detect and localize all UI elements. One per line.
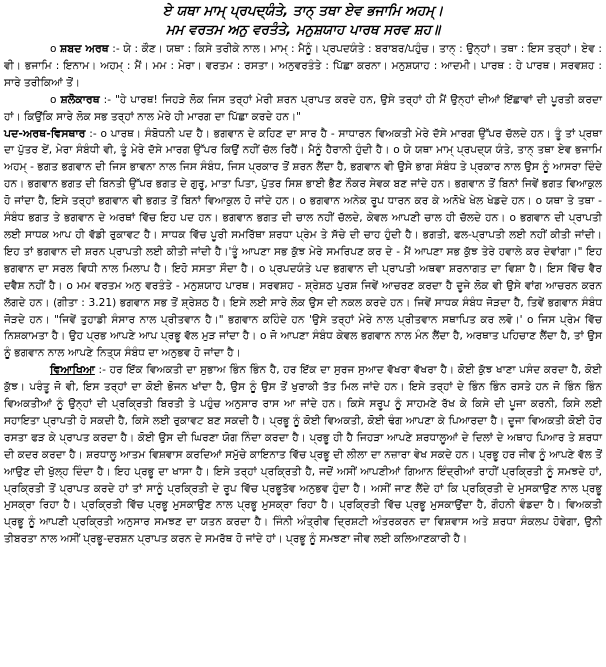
viakhia-text: :- ਹਰ ਇੱਕ ਵਿਅਕਤੀ ਦਾ ਸੁਭਾਅ ਭਿੰਨ ਭਿੰਨ ਹੈ, ਹਰ ਇੱਕ ਦਾ ਸੁਰਜ ਸੁਆਦ ਵੱਖਰਾ ਵੱਖਰਾ ਹੈ। ਕੋਈ ਕੁੱਝ ਖਾਣਾ ਪਸੰਦ ਕਰਦਾ ਹੈ, ਕੋਈ ਕੁੱਝ। ਪਰੰਤੂ ਜੋ ਵੀ, ਇਸ ਤਰ੍ਹਾਂ ਦਾ ਕੋਈ ਭੋਜਨ ਖਾਂਦਾ ਹੈ, ਉਸ ਨੂੰ ਉਸ ਤੋਂ ਖੁਰਾਕੀ ਤੱਤ ਮਿਲ ਜਾਂਦੇ ਹਨ। ਇਸੇ ਤਰ੍ਹਾਂ ਦੇ ਭਿੰਨ ਭਿੰਨ ਰਸਤੇ ਹਨ ਜੋ ਭਿੰਨ ਭਿੰਨ ਵਿਅਕਤੀਆਂ ਨੂੰ ਉਨ੍ਹਾਂ ਦੀ ਪ੍ਰਕ੍ਰਿਤੀ ਬਿਰਤੀ ਤੇ ਪਹੁੰਚ ਅਨੁਸਾਰ ਰਾਸ ਆ ਜਾਂਦੇ ਹਨ। ਕਿਸੇ ਸਰੂਪ ਨੂੰ ਸਾਹਮਣੇ ਰੱਖ ਕੇ ਕਿਸੇ ਦੀ ਪੂਜਾ ਕਰਨੀ, ਕਿਸੇ ਲਈ ਸਹਾਇਤਾ ਪ੍ਰਾਪਤੀ ਹੋ ਸਕਦੀ ਹੈ, ਕਿਸੇ ਲਈ ਰੁਕਾਵਟ ਬਣ ਸਕਦੀ ਹੈ। ਪ੍ਰਭੂ ਨੂੰ ਕੋਈ ਵਿਅਕਤੀ, ਕੋਈ ਢੰਗ ਆਪਣਾ ਕੇ ਪਿਆਰਦਾ ਹੈ। ਦੂਜਾ ਵਿਅਕਤੀ ਕੋਈ ਹੋਰ ਰਸਤਾ ਫੜ ਕੇ ਪ੍ਰਾਪਤ ਕਰਦਾ ਹੈ। ਕੋਈ ਉਸ ਦੀ ਘਿਰਣਾ ਯੋਗ ਨਿੰਦਾ ਕਰਦਾ ਹੈ। ਪ੍ਰਭੂ ਹੀ ਹੈ ਜਿਹੜਾ ਆਪਣੇ ਸ਼ਰਧਾਲੂਆਂ ਦੇ ਦਿਲਾਂ ਦੇ ਅਥਾਹ ਪਿਆਰ ਤੇ ਸ਼ਰਧਾ ਦੀ ਕਦਰ ਕਰਦਾ ਹੈ। ਸ਼ਰਧਾਲੂ ਆਤਮ ਵਿਸ਼ਵਾਸ ਕਰਦਿਆਂ ਸਮੁੱਚੇ ਕਾਇਨਾਤ ਵਿੱਚ ਪ੍ਰਭੂ ਦੀ ਲੀਲਾ ਦਾ ਨਜ਼ਾਰਾ ਵੇਖ ਸਕਦੇ ਹਨ। ਪ੍ਰਭੂ ਹਰ ਜੀਵ ਨੂੰ ਆਪਣੇ ਵੱਲ ਤੋਂ ਆਉਣ ਦੀ ਖੁੱਲ੍ਹ ਦਿੰਦਾ ਹੈ। ਇਹ ਪ੍ਰਭੂ ਦਾ ਖਾਸਾ ਹੈ। ਇਸੇ ਤਰ੍ਹਾਂ ਪ੍ਰਕ੍ਰਿਤੀ ਹੈ, ਜਦੋਂ ਅਸੀਂ ਆਪਣੀਆਂ ਗਿਆਨ ਇੰਦ੍ਰੀਆਂ ਰਾਹੀਂ ਪ੍ਰਕ੍ਰਿਤੀ ਨੂੰ ਸਮਝਦੇ ਹਾਂ, ਪ੍ਰਕ੍ਰਿਤੀ ਤੋਂ ਪ੍ਰਾਪਤ ਕਰਦੇ ਹਾਂ ਤਾਂ ਸਾਨੂੰ ਪ੍ਰਕ੍ਰਿਤੀ ਦੇ ਰੂਪ ਵਿੱਚ ਪ੍ਰਭੂਤੱਵ ਅਨੁਭਵ ਹੁੰਦਾ ਹੈ। ਅਸੀਂ ਜਾਣ ਲੈਂਦੇ ਹਾਂ ਕਿ ਪ੍ਰਕ੍ਰਿਤੀ ਦੇ ਮੁਸਕਾਉਣ ਨਾਲ ਪ੍ਰਭੂ ਮੁਸਕ੍ਰਾ ਰਿਹਾ ਹੈ। ਪ੍ਰਕ੍ਰਿਤੀ ਵਿੱਚ ਪ੍ਰਭੂ ਮੁਸਕਾਉਣ ਨਾਲ ਪ੍ਰਭੂ ਮੁਸਕ੍ਰਾ ਰਿਹਾ ਹੈ। ਪ੍ਰਕ੍ਰਿਤੀ ਵਿੱਚ ਪ੍ਰਭੂ ਮੁਸਕਾਉਂਦਾ ਹੈ, ਗੌਹਨੀ ਵੰਡਦਾ ਹੈ। ਵਿਅਕਤੀ ਪ੍ਰਭੂ ਨੂੰ ਆਪਣੀ ਪ੍ਰਕ੍ਰਿਤੀ ਅਨੁਸਾਰ ਸਮਝਣ ਦਾ ਯਤਨ ਕਰਦਾ ਹੈ। ਜਿੰਨੀ ਅੰਤ੍ਰੀਵ ਦ੍ਰਿਸ਼ਟੀ ਅੰਤਰਕਰਨ ਦਾ ਵਿਸ਼ਵਾਸ ਅਤੇ ਸ਼ਰਧਾ ਸੰਕਲਪ ਹੋਵੇਗਾ, ਉਨੀ ਤੀਬਰਤਾ ਨਾਲ ਅਸੀਂ ਪ੍ਰਭੂ-ਦਰਸ਼ਨ ਪ੍ਰਾਪਤ ਕਰਨ ਦੇ ਸਮਰੱਥ ਹੋ ਜਾਂਦੇ ਹਾਂ। ਪ੍ਰਭੂ ਨੂੰ ਸਮਝਣਾ ਜੀਵ ਲਈ ਕਲਿਆਣਕਾਰੀ ਹੈ। (4, 364, 602, 546)
pad-arth-heading: ਪਦ-ਅਰਥ-ਵਿਸਥਾਰ (4, 126, 86, 140)
viakhia-section (4, 362, 602, 548)
bullet: o (50, 93, 57, 106)
shabad-arth-heading: ਸ਼ਬਦ ਅਰਥ (60, 42, 109, 55)
shabad-arth-text: :- ਯੇ : ਕੌਣ। ਯਥਾ : ਕਿਸੇ ਤਰੀਕੇ ਨਾਲ। ਮਾਮ੍ : ਮੈਨੂੰ। ਪ੍ਰਪਦਯੰਤੇ : ਬਰਾਬਰ/ਪਹੁੰਚ। ਤਾਨ੍ : ਉਨ੍ਹਾਂ। ਤਥਾ : ਇਸ ਤਰ੍ਹਾਂ। ਏਵ : ਵੀ। ਭਜਾਮਿ : ਇਨਾਮ। ਅਹਮ੍ : ਮੈਂ। ਮਮ : ਮੇਰਾ। ਵਰਤਮ : ਰਸਤਾ। ਅਨੁਵਰਤੰਤੇ : ਪਿੱਛਾ ਕਰਨਾ। ਮਨੁਸ਼ਯਾਹ : ਆਦਮੀ। ਪਾਰਥ : ਹੇ ਪਾਰਥ। ਸਰਵਸ਼ਹ : ਸਾਰੇ ਤਰੀਕਿਆਂ ਤੋਂ। (4, 43, 602, 89)
verse-line-2: ਮਮ ਵਰਤਮ ਅਨੁ ਵਰਤੰਤੇ, ਮਨੁਸ਼ਯਾਹ ਪਾਰਥ ਸਰਵ ਸ਼ਹ॥ (165, 22, 441, 38)
viakhia-heading: ਵਿਆਖਿਆ (50, 363, 95, 377)
pad-arth-text: :- o ਪਾਰਥ। ਸੰਬੋਧਨੀ ਪਦ ਹੈ। ਭਗਵਾਨ ਦੇ ਕਹਿਣ ਦਾ ਸਾਰ ਹੈ - ਸਾਧਾਰਨ ਵਿਅਕਤੀ ਮੇਰੇ ਦੱਸੇ ਮਾਰਗ ਉੱਪਰ ਚੱਲਦੇ ਹਨ। ਤੂੰ ਤਾਂ ਪ੍ਰਥਾ ਦਾ ਪੁੱਤਰ ਏਂ, ਮੇਰਾ ਸੰਬੰਧੀ ਵੀ, ਤੂੰ ਮੇਰੇ ਦੱਸੇ ਮਾਰਗ ਉੱਪਰ ਕਿਉਂ ਨਹੀਂ ਚੱਲ ਰਿਹੈਂ। ਮੈਨੂੰ ਹੈਰਾਨੀ ਹੁੰਦੀ ਹੈ। o ਯੇ ਯਥਾ ਮਾਮ੍ ਪ੍ਰਪਦ੍ਯ ਯੰਤੇ, ਤਾਨ੍ ਤਥਾ ਏਵ ਭਜਾਮਿ ਅਹਮ੍ - ਭਗਤ ਭਗਵਾਨ ਦੀ ਜਿਸ ਭਾਵਨਾ ਨਾਲ ਜਿਸ ਸੰਬੰਧ, ਜਿਸ ਪ੍ਰਕਾਰ ਤੋਂ ਸ਼ਰਨ ਲੈਂਦਾ ਹੈ, ਭਗਵਾਨ ਵੀ ਉਸੇ ਭਾਗ ਸੰਬੰਧ ਤੇ ਪ੍ਰਕਾਰ ਨਾਲ ਉਸ ਨੂੰ ਆਸਰਾ ਦਿੰਦੇ ਹਨ। ਭਗਵਾਨ ਭਗਤ ਦੀ ਬਿਨਤੀ ਉੱਪਰ ਭਗਤ ਦੇ ਗੁਰੂ, ਮਾਤਾ ਪਿਤਾ, ਪੁੱਤਰ ਸਿਸ਼ ਭਾਈ ਭੈਣ ਨੌਕਰ ਸੇਵਕ ਬਣ ਜਾਂਦੇ ਹਨ। ਭਗਵਾਨ ਤੋਂ ਬਿਨਾਂ ਜਿਵੇਂ ਭਗਤ ਵਿਆਕੁਲ ਹੋ ਜਾਂਦਾ ਹੈ, ਇਸੇ ਤਰ੍ਹਾਂ ਭਗਵਾਨ ਵੀ ਭਗਤ ਤੋਂ ਬਿਨਾਂ ਵਿਆਕੁਲ ਹੋ ਜਾਂਦੇ ਹਨ। o ਭਗਵਾਨ ਅਨੇਕ ਰੂਪ ਧਾਰਨ ਕਰ ਕੇ ਅਨੋਖੇ ਖੇਲ ਖੇਡਦੇ ਹਨ। o ਯਥਾ ਤੇ ਤਥਾ - ਸੰਬੰਧ ਭਗਤ ਤੇ ਭਗਵਾਨ ਦੇ ਅਰਥਾਂ ਵਿੱਚ ਇਹ ਪਦ ਹਨ। ਭਗਵਾਨ ਭਗਤ ਦੀ ਚਾਲ ਨਹੀਂ ਚੱਲਦੇ, ਕੇਵਲ ਆਪਣੀ ਚਾਲ ਹੀ ਚੱਲਦੇ ਹਨ। o ਭਗਵਾਨ ਦੀ ਪ੍ਰਾਪਤੀ ਲਈ ਸਾਧਕ ਆਪ ਹੀ ਵੱਡੀ ਰੁਕਾਵਟ ਹੈ। ਸਾਧਕ ਵਿੱਚ ਪੂਰੀ ਸਮਰਿੱਥਾ ਸ਼ਰਧਾ ਪ੍ਰੇਮ ਤੇ ਸੱਚੇ ਦੀ ਚਾਹ ਹੁੰਦੀ ਹੈ। ਭਗਤੀ, ਫਲ-ਪ੍ਰਾਪਤੀ ਲਈ ਨਹੀਂ ਕੀਤੀ ਜਾਂਦੀ। ਇਹ ਤਾਂ ਭਗਵਾਨ ਦੀ ਸ਼ਰਨ ਪ੍ਰਾਪਤੀ ਲਈ ਕੀਤੀ ਜਾਂਦੀ ਹੈ।'ਤੂੰ ਆਪਣਾ ਸਭ ਕੁੱਝ ਮੇਰੇ ਸਮਰਿਪਣ ਕਰ ਦੇ - ਮੈਂ ਆਪਣਾ ਸਭ ਕੁੱਝ ਤੇਰੇ ਹਵਾਲੇ ਕਰ ਦੇਵਾਂਗਾ।" ਇਹ ਭਗਵਾਨ ਦਾ ਸਰਲ ਵਿਧੀ ਨਾਲ ਮਿਲਾਪ ਹੈ। ਇਹੋ ਸਸਤਾ ਸੌਦਾ ਹੈ। o ਪ੍ਰਪਦਯੰਤੇ ਪਦ ਭਗਵਾਨ ਦੀ ਪ੍ਰਾਪਤੀ ਅਥਵਾ ਸ਼ਰਨਾਗਤ ਦਾ ਵਿਸ਼ਾ ਹੈ। ਇਸ ਵਿੱਚ ਵੈਰ ਦਵੈਸ਼ ਨਹੀਂ ਹੈ। o ਮਮ ਵਰਤਮ ਅਨੁ ਵਰਤੰਤੇ - ਮਨੁਸ਼ਯਾਹ ਪਾਰਥ। ਸਰਵਸ਼ਹ - ਸ਼੍ਰੇਸ਼ਠ ਪੁਰਸ਼ ਜਿਵੇਂ ਆਚਰਣ ਕਰਦਾ ਹੈ ਦੂਜੇ ਲੋਕ ਵੀ ਉਸੇ ਵਾਂਗ ਆਚਰਨ ਕਰਨ ਲੱਗਦੇ ਹਨ। (ਗੀਤਾ : 3.21) ਭਗਵਾਨ ਸਭ ਤੋਂ ਸ਼੍ਰੇਸ਼ਠ ਹੈ। ਇਸੇ ਲਈ ਸਾਰੇ ਲੋਕ ਉਸ ਦੀ ਨਕਲ ਕਰਦੇ ਹਨ। ਜਿਵੇਂ ਸਾਧਕ ਸੰਬੰਧ ਜੋੜਦਾ ਹੈ, ਤਿਵੇਂ ਭਗਵਾਨ ਸੰਬੰਧ ਜੋੜਦੇ ਹਨ। "ਜਿਵੇਂ ਤੁਹਾਡੀ ਸੰਸਾਰ ਨਾਲ ਪ੍ਰੀਤਵਾਨ ਹੈ।" ਭਗਵਾਨ ਕਹਿੰਦੇ ਹਨ 'ਉਸੇ ਤਰ੍ਹਾਂ ਮੇਰੇ ਨਾਲ ਪ੍ਰੀਤਵਾਨ ਸਥਾਪਿਤ ਕਰ ਲਵੋ।' o ਜਿਸ ਪ੍ਰੇਮ ਵਿੱਚ ਨਿਸ਼ਕਾਮਤਾ ਹੈ। ਉਹ ਪ੍ਰਭ ਆਪਣੇ ਆਪ ਪ੍ਰਭੂ ਵੱਲ ਮੁੜ ਜਾਂਦਾ ਹੈ। o ਜੋ ਆਪਣਾ ਸੰਬੰਧ ਕੇਵਲ ਭਗਵਾਨ ਨਾਲ ਮੰਨ ਲੈਂਦਾ ਹੈ, ਅਰਥਾਤ ਪਹਿਚਾਣ ਲੈਂਦਾ ਹੈ, ਤਾਂ ਉਸ ਨੂੰ ਭਗਵਾਨ ਨਾਲ ਆਪਣੇ ਨਿਤ੍ਯ ਸੰਬੰਧ ਦਾ ਅਨੁਭਵ ਹੋ ਜਾਂਦਾ ਹੈ। (4, 127, 602, 360)
pad-arth-section (4, 126, 602, 363)
shlokarth-text: :- "ਹੇ ਪਾਰਥ! ਜਿਹੜੇ ਲੋਕ ਜਿਸ ਤਰ੍ਹਾਂ ਮੇਰੀ ਸ਼ਰਨ ਪ੍ਰਾਪਤ ਕਰਦੇ ਹਨ, ਉਸੇ ਤਰ੍ਹਾਂ ਹੀ ਮੈਂ ਉਨ੍ਹਾਂ ਦੀਆਂ ਇੱਛਾਵਾਂ ਦੀ ਪੂਰਤੀ ਕਰਦਾ ਹਾਂ। ਕਿਉਂਕਿ ਸਾਰੇ ਲੋਕ ਸਭ ਤਰ੍ਹਾਂ ਨਾਲ ਮੇਰੇ ਹੀ ਮਾਰਗ ਦਾ ਪਿੱਛਾ ਕਰਦੇ ਹਨ।" (4, 93, 602, 123)
verse-line-1: ਏ ਯਥਾ ਮਾਮ੍ ਪ੍ਰਪਦ੍ਯੰਤੇ, ਤਾਨ੍ ਤਥਾ ਏਵ ਭਜਾਮਿ ਅਹਮ੍। (162, 3, 444, 19)
shabad-arth-section (4, 41, 602, 92)
shlokarth-heading: ਸ਼ਲੋਕਾਰਥ (60, 92, 100, 106)
shlokarth-section (4, 92, 602, 126)
bullet: o (50, 43, 57, 55)
